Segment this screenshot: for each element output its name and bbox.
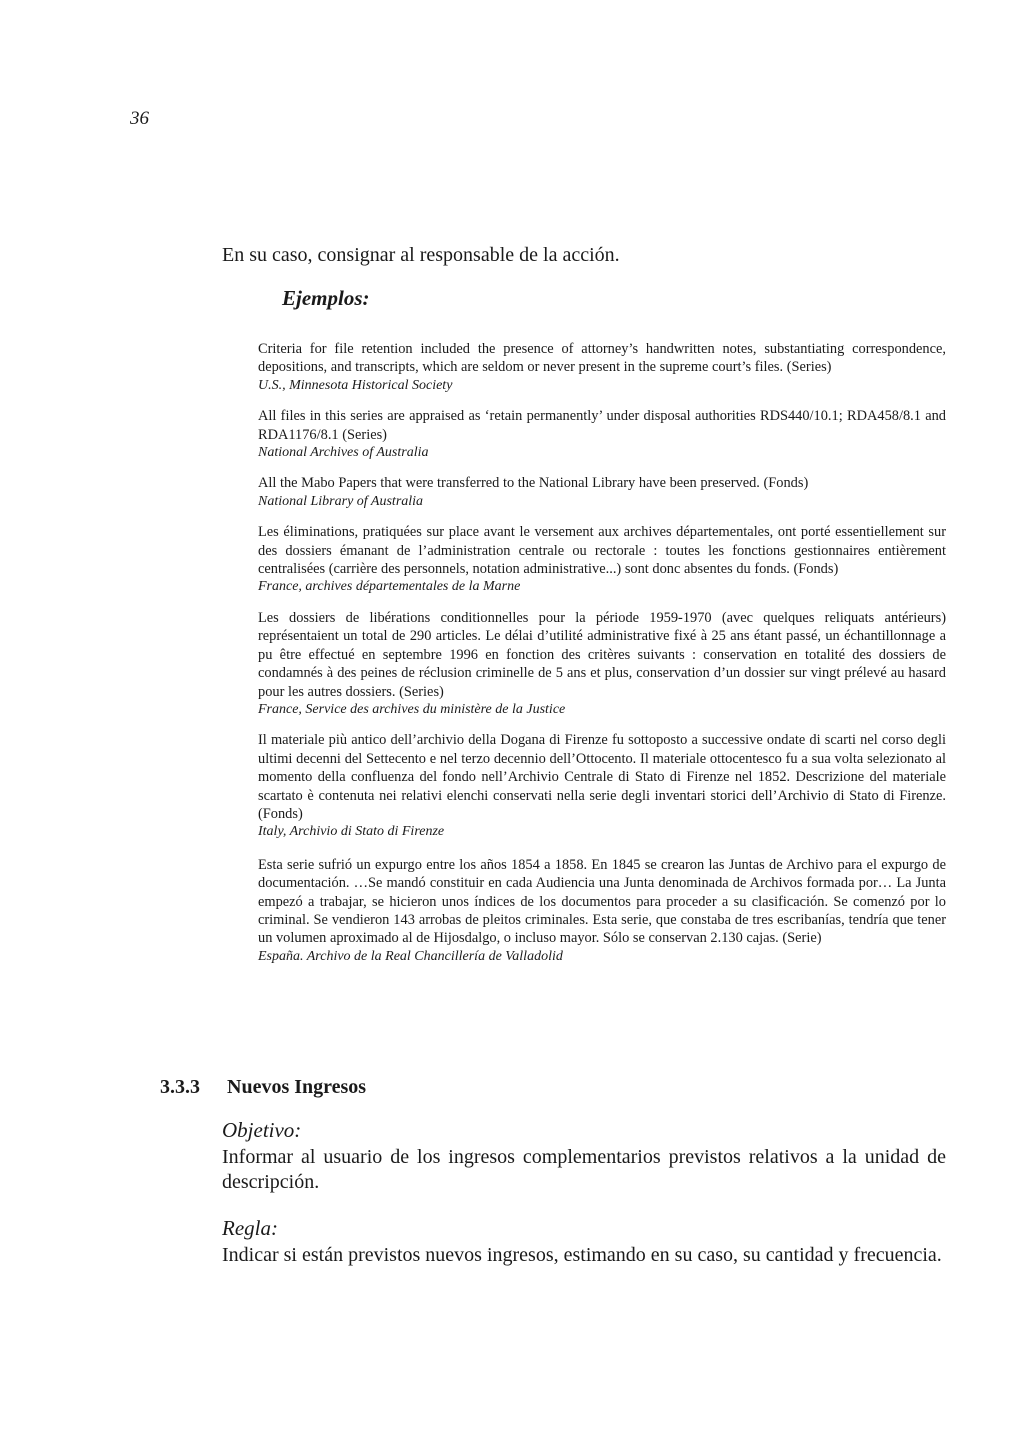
example-source: National Library of Australia [258, 493, 424, 509]
example-text: Les dossiers de libérations conditionnelles pour la période 1959-1970 (avec quelques reliquats antérieurs) représentaient un total de 290 articles. Le délai d’utilité administrative fixé à 25 ans étant passé, un échantillonnage a pu être effectué en septembre 1996 en fonction des critères suivants : conservation en totalité des dossiers de condamnés à des peines de réclusion criminelle de 5 ans et plus, conservation d’un dossier sur vingt prélevé au hasard pour les autres dossiers. (Series) [258, 609, 946, 700]
examples-list [258, 340, 946, 978]
regla-label: Regla: [222, 1216, 278, 1240]
example-source: Italy, Archivio di Stato di Firenze [258, 824, 445, 840]
example-text: Criteria for file retention included the presence of attorney’s handwritten notes, substantiating correspondence, depositions, and transcripts, which are seldom or never present in the supreme court’s files. (Series) [258, 341, 946, 376]
example-source: France, archives départementales de la Marne [258, 579, 521, 595]
example-source: U.S., Minnesota Historical Society [258, 377, 453, 393]
objetivo-label: Objetivo: [222, 1118, 302, 1142]
example-item [258, 609, 946, 719]
example-text: All files in this series are appraised as ‘retain permanently’ under disposal authorities RDS440/10.1; RDA458/8.1 and RDA1176/8.1 (Series) [258, 408, 946, 443]
example-item [258, 474, 946, 511]
example-item [258, 856, 946, 966]
example-item [258, 407, 946, 462]
section-number: 3.3.3 [160, 1076, 200, 1098]
example-item [258, 731, 946, 841]
page-number: 36 [130, 108, 149, 129]
example-text: Les éliminations, pratiquées sur place avant le versement aux archives départementales, ont porté essentiellement sur des dossiers émanant de l’administration centrale ou rectorale : toutes les fonctions gestionnaires entièrement centralisées (carrière des personnels, notation administrative...) sont donc absentes du fonds. (Fonds) [258, 524, 946, 578]
example-source: France, Service des archives du ministère de la Justice [258, 701, 566, 717]
examples-heading: Ejemplos: [282, 286, 370, 310]
example-text: Il materiale più antico dell’archivio della Dogana di Firenze fu sottoposto a successive ondate di scarti nel corso degli ultimi decenni del Settecento e nel terzo decennio dell’Ottocento. Il materiale ottocentesco fu a sua volta selezionato al momento della confluenza del fondo nell’Archivio Centrale di Stato di Firenze nel 1852. Descrizione del materiale scartato è contenuta nei relativi elenchi conservati nella serie degli inventari storici dell’Archivio di Stato di Firenze. (Fonds) [258, 732, 946, 822]
example-text: All the Mabo Papers that were transferred to the National Library have been preserved. (Fonds) [258, 475, 809, 492]
objetivo-text: Informar al usuario de los ingresos complementarios previstos relativos a la unidad de descripción. [222, 1146, 946, 1193]
section-heading [160, 1076, 366, 1099]
regla-text: Indicar si están previstos nuevos ingresos, estimando en su caso, su cantidad y frecuencia. [222, 1244, 942, 1266]
objetivo-block [222, 1118, 946, 1195]
regla-block [222, 1216, 946, 1268]
section-title: Nuevos Ingresos [227, 1076, 367, 1098]
intro-paragraph: En su caso, consignar al responsable de la acción. [222, 244, 620, 266]
example-source: España. Archivo de la Real Chancillería de Valladolid [258, 948, 563, 964]
example-text: Esta serie sufrió un expurgo entre los años 1854 a 1858. En 1845 se crearon las Juntas de Archivo para el expurgo de documentación. …Se mandó constituir en cada Audiencia una Junta denominada de Archivos formada por… La Junta empezó a trabajar, se hicieron unos índices de los documentos para proceder a su clasificación. Se comenzó por lo criminal. Se vendieron 143 arrobas de pleitos criminales. Esta serie, que constaba de tres escribanías, tendría que tener un volumen aproximado al de Hijosdalgo, o incluso mayor. Sólo se conservan 2.130 cajas. (Serie) [258, 856, 946, 947]
example-item [258, 523, 946, 597]
example-item [258, 340, 946, 395]
example-source: National Archives of Australia [258, 445, 429, 461]
